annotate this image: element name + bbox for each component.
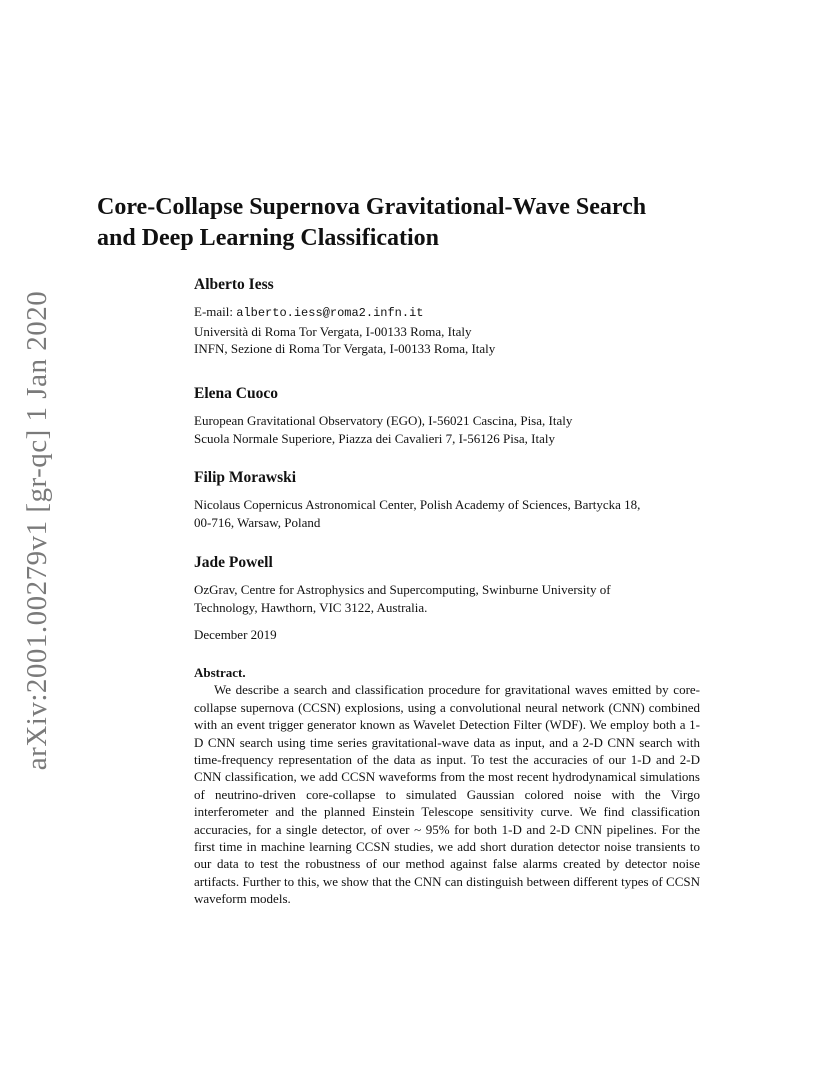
arxiv-identifier-text: arXiv:2001.00279v1 [gr-qc] 1 Jan 2020 bbox=[21, 290, 54, 770]
author-name: Filip Morawski bbox=[194, 469, 297, 486]
author-email-link[interactable]: alberto.iess@roma2.infn.it bbox=[236, 306, 424, 320]
author-name: Alberto Iess bbox=[194, 276, 274, 293]
email-label: E-mail: bbox=[194, 304, 237, 319]
author-affiliation: OzGrav, Centre for Astrophysics and Supercomputing, Swinburne University of bbox=[194, 582, 611, 597]
author-affiliation: 00-716, Warsaw, Poland bbox=[194, 514, 321, 530]
author-email-line bbox=[194, 303, 734, 323]
author-affiliation: INFN, Sezione di Roma Tor Vergata, I-00133 Roma, Italy bbox=[194, 341, 496, 356]
author-name: Elena Cuoco bbox=[194, 385, 278, 402]
author-block-morawski bbox=[194, 469, 734, 531]
author-affiliation: Technology, Hawthorn, VIC 3122, Australia. bbox=[194, 599, 428, 615]
author-affiliation: European Gravitational Observatory (EGO), I-56021 Cascina, Pisa, Italy bbox=[194, 413, 573, 428]
abstract-heading: Abstract. bbox=[194, 665, 246, 680]
author-affiliation: Scuola Normale Superiore, Piazza dei Cavalieri 7, I-56126 Pisa, Italy bbox=[194, 430, 556, 446]
author-name: Jade Powell bbox=[194, 554, 273, 571]
arxiv-identifier bbox=[8, 290, 68, 770]
author-block-cuoco bbox=[194, 385, 734, 447]
author-affiliation: Università di Roma Tor Vergata, I-00133 Roma, Italy bbox=[194, 323, 472, 339]
author-block-powell bbox=[194, 554, 734, 616]
abstract-body: We describe a search and classification procedure for gravitational waves emitted by core-collapse supernova (CCSN) explosions, using a convolutional neural network (CNN) combined with an event trigger generator known as Wavelet Detection Filter (WDF). We employ both a 1-D CNN search using time series gravitational-wave data as input, and a 2-D CNN search with time-frequency representation of the data as input. To test the accuracies of our 1-D and 2-D CNN classification, we add CCSN waveforms from the most recent hydrodynamical simulations of neutrino-driven core-collapse to simulated Gaussian colored noise with the Virgo interferometer and the planned Einstein Telescope sensitivity curve. We find classification accuracies, for a single detector, of over ~ 95% for both 1-D and 2-D CNN pipelines. For the first time in machine learning CCSN studies, we add short duration detector noise transients to our data to test the robustness of our method against false alarms created by detector noise artifacts. Further to this, we show that the CNN can distinguish between different types of CCSN waveform models. bbox=[194, 682, 700, 907]
publication-date: December 2019 bbox=[194, 627, 277, 642]
author-affiliation: Nicolaus Copernicus Astronomical Center, Polish Academy of Sciences, Bartycka 18, bbox=[194, 497, 641, 512]
author-block-iess bbox=[194, 276, 734, 358]
abstract-section bbox=[194, 664, 700, 908]
paper-title bbox=[97, 192, 737, 254]
paper-title-line-1: Core-Collapse Supernova Gravitational-Wave Search bbox=[97, 194, 647, 220]
paper-title-line-2: and Deep Learning Classification bbox=[97, 225, 440, 251]
